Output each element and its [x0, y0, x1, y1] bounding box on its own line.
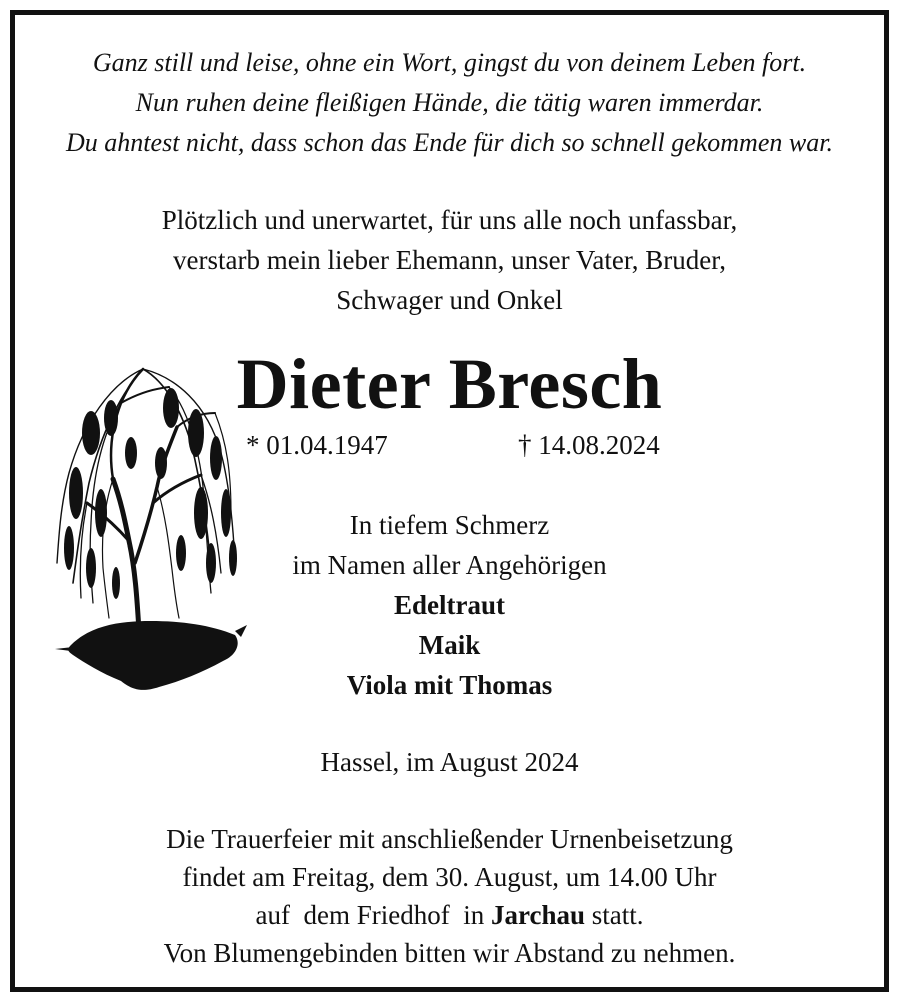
obituary-frame — [10, 10, 889, 992]
mourner-name: Edeltraut — [394, 590, 505, 620]
poem — [15, 43, 884, 163]
poem-line: Du ahntest nicht, dass schon das Ende für dich so schnell gekommen war. — [66, 128, 833, 157]
funeral-info-line-post: statt. — [584, 900, 644, 930]
mourners — [15, 505, 884, 705]
funeral-info-line: Die Trauerfeier mit anschließender Urnenbeisetzung — [166, 824, 733, 854]
poem-line: Nun ruhen deine fleißigen Hände, die tätig waren immerdar. — [135, 88, 764, 117]
deceased-name: Dieter Bresch — [236, 344, 663, 424]
mourners-intro-line: im Namen aller Angehörigen — [292, 550, 607, 580]
announcement-line: Plötzlich und unerwartet, für uns alle noch unfassbar, — [161, 205, 738, 235]
cemetery-place: Jarchau — [490, 900, 585, 930]
funeral-info — [15, 820, 884, 972]
birth-date: * 01.04.1947 — [246, 430, 388, 460]
funeral-info-line: findet am Freitag, dem 30. August, um 14.00 Uhr — [182, 862, 717, 892]
funeral-info-line — [15, 896, 884, 934]
announcement-line: verstarb mein lieber Ehemann, unser Vater, Bruder, — [173, 245, 726, 275]
announcement-line: Schwager und Onkel — [336, 285, 563, 315]
announcement-text — [15, 200, 884, 320]
funeral-info-line: Von Blumengebinden bitten wir Abstand zu nehmen. — [163, 938, 736, 968]
poem-line: Ganz still und leise, ohne ein Wort, gingst du von deinem Leben fort. — [92, 48, 807, 77]
death-date: † 14.08.2024 — [518, 430, 660, 460]
funeral-info-line-pre: auf dem Friedhof in — [255, 900, 491, 930]
mourners-intro-line: In tiefem Schmerz — [349, 510, 550, 540]
place-and-date: Hassel, im August 2024 — [320, 747, 579, 777]
mourner-name: Viola mit Thomas — [346, 670, 553, 700]
mourner-name: Maik — [418, 630, 481, 660]
